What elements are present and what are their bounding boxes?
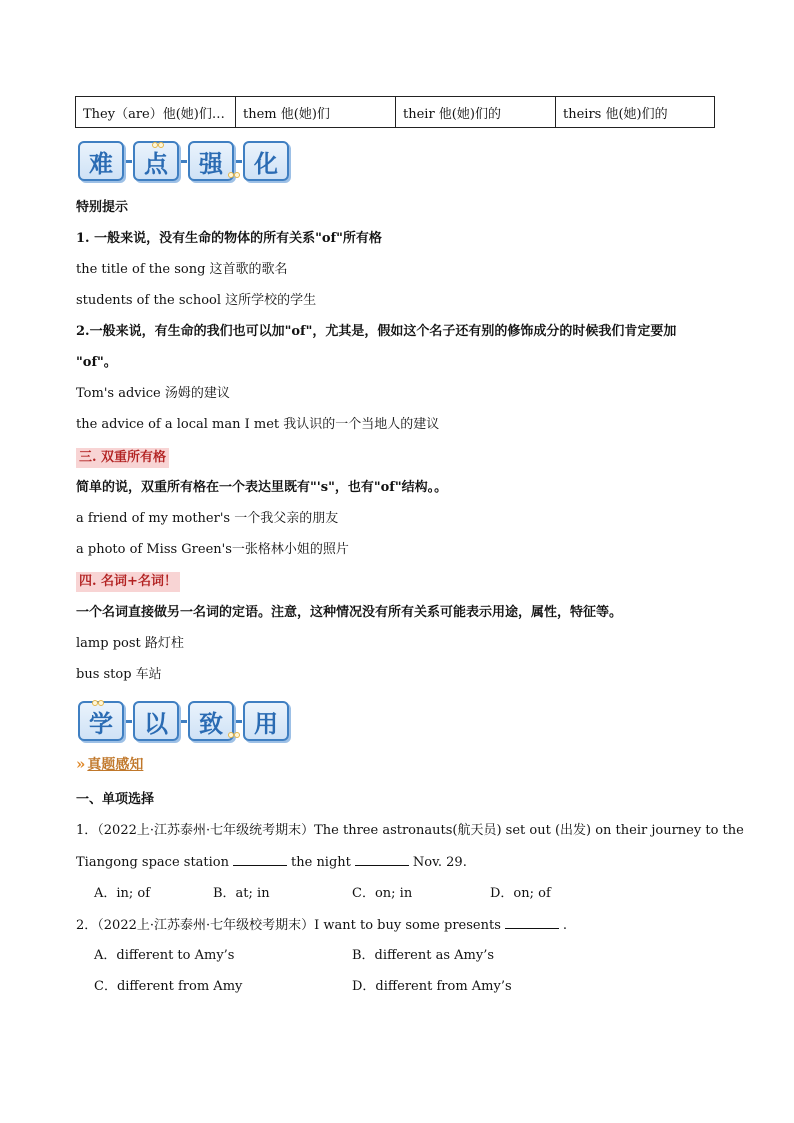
banner-char: 难 — [78, 141, 124, 181]
example: a friend of my mother's 一个我父亲的朋友 — [76, 511, 339, 526]
banner-char: 用 — [243, 701, 289, 741]
example: lamp post 路灯柱 — [76, 636, 184, 651]
pronoun-table — [75, 96, 715, 128]
part-title: 一、单项选择 — [76, 792, 155, 807]
question-2: 2．（2022上·江苏泰州·七年级校考期末）I want to buy some presents . — [76, 918, 568, 933]
option-a[interactable]: A．different to Amy’s — [94, 948, 235, 963]
example: bus stop 车站 — [76, 667, 162, 682]
double-chevron-icon: » — [76, 755, 86, 773]
table-cell: theirs 他(她)们的 — [556, 97, 715, 128]
decor-dot-icon — [234, 172, 240, 178]
rule-3: 简单的说，双重所有格在一个表达里既有"'s"，也有"of"结构。。 — [76, 480, 448, 495]
banner-char: 强 — [188, 141, 234, 181]
option-d[interactable]: D．on; of — [490, 886, 551, 901]
banner-char: 化 — [243, 141, 289, 181]
rule-1: 1. 一般来说，没有生命的物体的所有关系"of"所有格 — [76, 231, 382, 246]
banner-char: 致 — [188, 701, 234, 741]
option-c[interactable]: C．on; in — [352, 886, 413, 901]
option-a[interactable]: A．in; of — [94, 886, 151, 901]
question-1-line2: Tiangong space station the night Nov. 29. — [76, 855, 467, 870]
example: a photo of Miss Green's一张格林小姐的照片 — [76, 542, 349, 557]
table-cell: them 他(她)们 — [236, 97, 396, 128]
table-cell: their 他(她)们的 — [396, 97, 556, 128]
banner-char: 点 — [133, 141, 179, 181]
option-d[interactable]: D．different from Amy’s — [352, 979, 512, 994]
rule-4: 一个名词直接做另一名词的定语。注意，这种情况没有所有关系可能表示用途，属性，特征等。 — [76, 605, 623, 620]
decor-dot-icon — [158, 142, 164, 148]
section-heading: 四. 名词+名词！ — [76, 572, 180, 592]
rule-2-cont: "of"。 — [76, 355, 117, 370]
answer-blank[interactable] — [355, 853, 409, 866]
banner-char: 学 — [78, 701, 124, 741]
question-1: 1．（2022上·江苏泰州·七年级统考期末）The three astronauts(航天员) set out (出发) on their journey to the — [76, 823, 744, 838]
rule-2: 2.一般来说，有生命的我们也可以加"of"，尤其是，假如这个名子还有别的修饰成分的时候我们肯定要加 — [76, 324, 677, 339]
special-tip: 特别提示 — [76, 200, 129, 215]
banner-difficult-points — [78, 140, 289, 182]
option-b[interactable]: B．at; in — [213, 886, 270, 901]
example: the title of the song 这首歌的歌名 — [76, 262, 288, 277]
banner-char: 以 — [133, 701, 179, 741]
table-cell: They（are）他(她)们… — [76, 97, 236, 128]
example: students of the school 这所学校的学生 — [76, 293, 317, 308]
option-c[interactable]: C．different from Amy — [94, 979, 243, 994]
option-b[interactable]: B．different as Amy’s — [352, 948, 495, 963]
table-row — [76, 97, 715, 128]
decor-dot-icon — [234, 732, 240, 738]
answer-blank[interactable] — [233, 853, 287, 866]
example: the advice of a local man I met 我认识的一个当地人的建议 — [76, 417, 440, 432]
subheading: » 真题感知 — [76, 755, 144, 773]
example: Tom's advice 汤姆的建议 — [76, 386, 230, 401]
decor-dot-icon — [98, 700, 104, 706]
answer-blank[interactable] — [505, 916, 559, 929]
banner-practice — [78, 700, 289, 742]
section-heading: 三. 双重所有格 — [76, 448, 169, 468]
